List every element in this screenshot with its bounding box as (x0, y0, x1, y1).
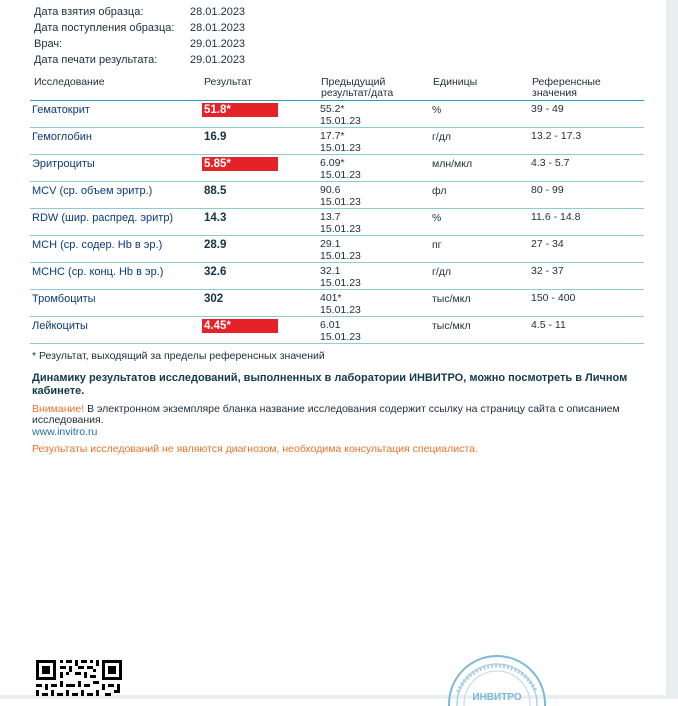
previous-result (320, 319, 361, 343)
previous-result (320, 211, 361, 235)
header-reference: Референсные значения (532, 76, 601, 99)
meta-value: 29.01.2023 (190, 38, 246, 50)
result-value: 32.6 (204, 266, 227, 278)
unit: % (432, 104, 442, 116)
qr-code (36, 660, 122, 699)
meta-row-collection-date (34, 4, 245, 20)
attention-note (32, 404, 647, 426)
table-row (30, 155, 644, 182)
test-name-link[interactable]: Гематокрит (32, 104, 90, 116)
meta-label: Врач: (34, 38, 63, 50)
reference-range: 13.2 - 17.3 (531, 130, 582, 142)
website-link[interactable]: www.invitro.ru (32, 426, 98, 438)
table-row (30, 209, 644, 236)
reference-range: 39 - 49 (531, 103, 564, 115)
result-value: 302 (204, 293, 224, 305)
previous-date: 15.01.23 (320, 223, 361, 235)
previous-date: 15.01.23 (320, 277, 361, 289)
previous-value: 32.1 (320, 265, 341, 277)
unit: млн/мкл (432, 158, 473, 170)
test-name-link[interactable]: RDW (шир. распред. эритр) (32, 212, 174, 224)
meta-row-doctor (34, 36, 245, 52)
table-row (30, 236, 644, 263)
unit: г/дл (432, 131, 452, 143)
table-row (30, 182, 644, 209)
result-value-flagged: 5.85* (202, 157, 278, 171)
unit: тыс/мкл (432, 320, 471, 332)
reference-range: 32 - 37 (531, 265, 564, 277)
result-value-flagged: 4.45* (202, 319, 278, 333)
test-name-link[interactable]: MCH (ср. содер. Hb в эр.) (32, 239, 163, 251)
results-table-body (30, 101, 644, 344)
reference-range: 150 - 400 (531, 292, 576, 304)
header-units: Единицы (433, 76, 478, 88)
reference-range: 11.6 - 14.8 (531, 211, 581, 223)
previous-result (320, 130, 361, 154)
previous-date: 15.01.23 (320, 196, 361, 208)
personal-cabinet-note: Динамику результатов исследований, выполненных в лаборатории ИНВИТРО, можно посмотреть в Личном кабинете. (32, 372, 628, 397)
previous-result (320, 103, 361, 127)
sample-info (34, 4, 245, 68)
previous-date: 15.01.23 (320, 169, 361, 181)
unit: тыс/мкл (432, 293, 471, 305)
table-row (30, 317, 644, 344)
previous-result (320, 238, 361, 262)
header-test: Исследование (34, 76, 105, 88)
meta-label: Дата печати результата: (34, 54, 158, 66)
table-row (30, 290, 644, 317)
previous-value: 29.1 (320, 238, 341, 250)
previous-date: 15.01.23 (320, 142, 361, 154)
attention-text: В электронном экземпляре бланка название исследования содержит ссылку на страницу сайта с описанием исследования. (32, 403, 620, 426)
reference-range: 4.5 - 11 (531, 319, 566, 331)
previous-value: 90.6 (320, 184, 341, 196)
test-name-link[interactable]: MCV (ср. объем эритр.) (32, 185, 153, 197)
meta-label: Дата взятия образца: (34, 6, 144, 18)
previous-result (320, 292, 361, 316)
previous-value: 6.09* (320, 157, 345, 169)
seal-text: ИНВИТРО (472, 692, 522, 703)
previous-date: 15.01.23 (320, 250, 361, 262)
previous-result (320, 157, 361, 181)
table-row (30, 263, 644, 290)
diagnosis-disclaimer: Результаты исследований не являются диагнозом, необходима консультация специалиста. (32, 443, 478, 455)
test-name-link[interactable]: Гемоглобин (32, 131, 92, 143)
test-name-link[interactable]: Эритроциты (32, 158, 95, 170)
reference-range: 80 - 99 (531, 184, 564, 196)
previous-value: 13.7 (320, 211, 341, 223)
reference-range: 4.3 - 5.7 (531, 157, 570, 169)
previous-result (320, 184, 361, 208)
unit: % (432, 212, 442, 224)
unit: г/дл (432, 266, 452, 278)
result-value: 88.5 (204, 185, 227, 197)
meta-value: 28.01.2023 (190, 6, 246, 18)
out-of-range-footnote: * Результат, выходящий за пределы референсных значений (32, 350, 325, 362)
header-result: Результат (204, 76, 252, 88)
attention-label: Внимание! (32, 403, 85, 415)
result-value: 16.9 (204, 131, 227, 143)
table-row (30, 128, 644, 155)
meta-row-print-date (34, 52, 245, 68)
results-table-header (30, 76, 644, 101)
meta-value: 29.01.2023 (190, 54, 246, 66)
test-name-link[interactable]: Тромбоциты (32, 293, 96, 305)
page-frame-right (666, 0, 678, 699)
test-name-link[interactable]: Лейкоциты (32, 320, 88, 332)
meta-label: Дата поступления образца: (34, 22, 175, 34)
test-name-link[interactable]: MCHC (ср. конц. Hb в эр.) (32, 266, 164, 278)
previous-result (320, 265, 361, 289)
previous-date: 15.01.23 (320, 115, 361, 127)
previous-value: 55.2* (320, 103, 345, 115)
table-row (30, 101, 644, 128)
result-value: 28.9 (204, 239, 227, 251)
result-value-flagged: 51.8* (202, 103, 278, 117)
unit: фл (432, 185, 447, 197)
lab-stamp-seal (444, 654, 550, 706)
header-previous: Предыдущий результат/дата (321, 76, 394, 99)
unit: пг (432, 239, 442, 251)
reference-range: 27 - 34 (531, 238, 564, 250)
previous-value: 17.7* (320, 130, 345, 142)
previous-date: 15.01.23 (320, 331, 361, 343)
meta-row-receipt-date (34, 20, 245, 36)
result-value: 14.3 (204, 212, 227, 224)
meta-value: 28.01.2023 (190, 22, 246, 34)
previous-value: 6.01 (320, 319, 341, 331)
previous-value: 401* (320, 292, 342, 304)
previous-date: 15.01.23 (320, 304, 361, 316)
